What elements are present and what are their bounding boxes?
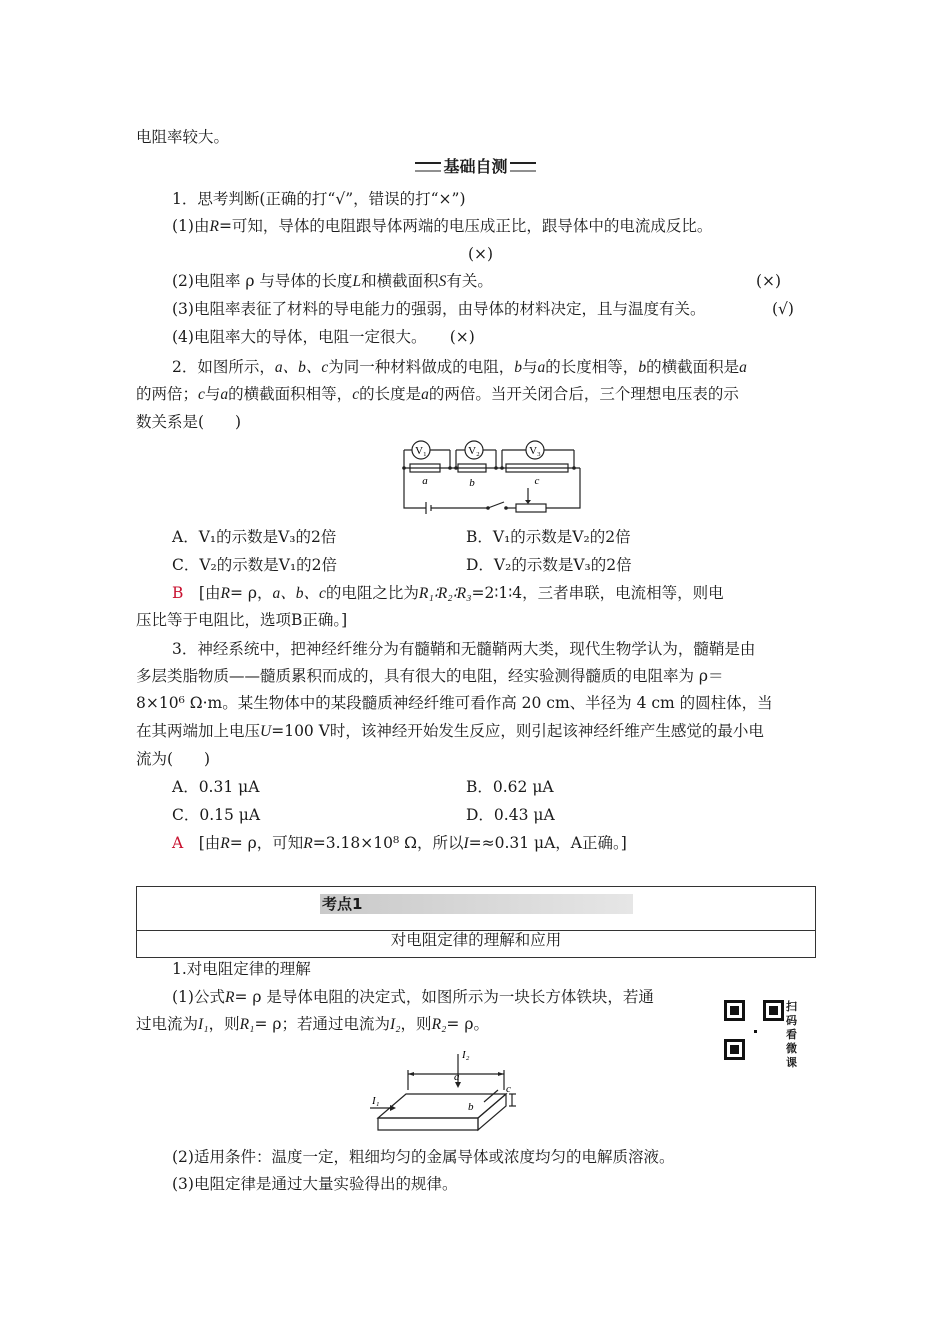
kaodian-bar [320,894,633,914]
q3-line1: 3．神经系统中，把神经纤维分为有髓鞘和无髓鞘两大类，现代生物学认为，髓鞘是由 [172,640,756,658]
continuation-text: 电阻率较大。 [136,128,230,146]
q2-line2: 的两倍；c与a的横截面积相等，c的长度是a的两倍。当开关闭合后，三个理想电压表的示 [136,385,739,403]
resistor-a-label: a [422,475,428,487]
q2-option-c: C．V₂的示数是V₁的2倍 [172,556,338,574]
q1-item1-mark: (×) [468,245,494,263]
sec1-p2: 过电流为I₁，则R₁= ρ；若通过电流为I₂，则R₂= ρ。 [136,1015,489,1033]
q3-line2: 多层类脂物质——髓质累积而成的，具有很大的电阻，经实验测得髓质的电阻率为 ρ＝ [136,667,724,685]
q2-option-b: B．V₁的示数是V₂的2倍 [466,528,631,546]
block-i1-label: I₁ [372,1095,380,1107]
sec1-p1: (1)公式R= ρ 是导体电阻的决定式，如图所示为一块长方体铁块，若通 [172,988,654,1006]
circuit-diagram [398,436,588,520]
q1-stem: 1．思考判断(正确的打“√”，错误的打“×”) [172,190,466,208]
q1-item3: (3)电阻率表征了材料的导电能力的强弱，由导体的材料决定，且与温度有关。 [172,300,706,318]
q1-item1: (1)由R=可知，导体的电阻跟导体两端的电压成正比，跟导体中的电流成反比。 [172,217,713,235]
q3-answer: A [172,834,184,852]
resistor-b-label: b [469,477,475,489]
q1-item2: (2)电阻率 ρ 与导体的长度L和横截面积S有关。 [172,272,493,290]
q3-line3: 8×10⁶ Ω·m。某生物体中的某段髓质神经纤维可看作高 20 cm、半径为 4 cm 的圆柱体，当 [136,694,773,712]
q2-explanation-line2: 压比等于电阻比，选项B正确。] [136,611,348,629]
voltmeter-v1-label: V₁ [415,445,427,457]
sec1-heading: 1.对电阻定律的理解 [172,960,311,978]
q3-line5: 流为( ) [136,750,211,768]
qr-caption: 扫码看微课 [786,1000,797,1069]
voltmeter-v2-label: V₂ [468,445,480,457]
q1-item2-mark: (×) [756,272,782,290]
q2-answer: B [172,584,184,602]
block-b-label: b [468,1101,474,1113]
q2-explanation-line1: B [由R= ρ，a、b、c的电阻之比为R₁∶R₂∶R₃=2∶1∶4，三者串联，电流相等，则电 [172,584,724,602]
qr-code-icon[interactable] [724,1000,784,1060]
sec1-p4: (3)电阻定律是通过大量实验得出的规律。 [172,1175,458,1193]
sec1-p3: (2)适用条件：温度一定，粗细均匀的金属导体或浓度均匀的电解质溶液。 [172,1148,675,1166]
q3-option-a: A．0.31 μA [172,778,260,796]
q2-line3: 数关系是( ) [136,413,242,431]
block-c-label: c [506,1083,511,1095]
kaodian-title: 对电阻定律的理解和应用 [390,931,562,949]
section-banner [413,157,538,177]
banner-title: 基础自测 [443,157,508,176]
q2-option-d: D．V₂的示数是V₃的2倍 [466,556,632,574]
q1-item3-mark: (√) [772,300,794,318]
q2-line1: 2．如图所示，a、b、c为同一种材料做成的电阻，b与a的长度相等，b的横截面积是a [172,358,747,376]
voltmeter-v3-label: V₃ [529,445,541,457]
q3-option-d: D．0.43 μA [466,806,555,824]
q3-option-c: C．0.15 μA [172,806,261,824]
q3-line4: 在其两端加上电压U=100 V时，该神经开始发生反应，则引起该神经纤维产生感觉的最小电 [136,722,764,740]
resistor-c-label: c [534,475,540,487]
block-i2-label: I₂ [462,1049,470,1061]
kaodian-tag: 考点1 [322,895,363,913]
q3-explanation: A [由R= ρ，可知R=3.18×10⁸ Ω，所以I=≈0.31 μA，A正确。] [172,834,627,852]
q3-option-b: B．0.62 μA [466,778,554,796]
q1-item4: (4)电阻率大的导体，电阻一定很大。 (×) [172,328,475,346]
q2-option-a: A．V₁的示数是V₃的2倍 [172,528,337,546]
iron-block-diagram [368,1046,528,1138]
block-a-label: a [454,1071,460,1083]
